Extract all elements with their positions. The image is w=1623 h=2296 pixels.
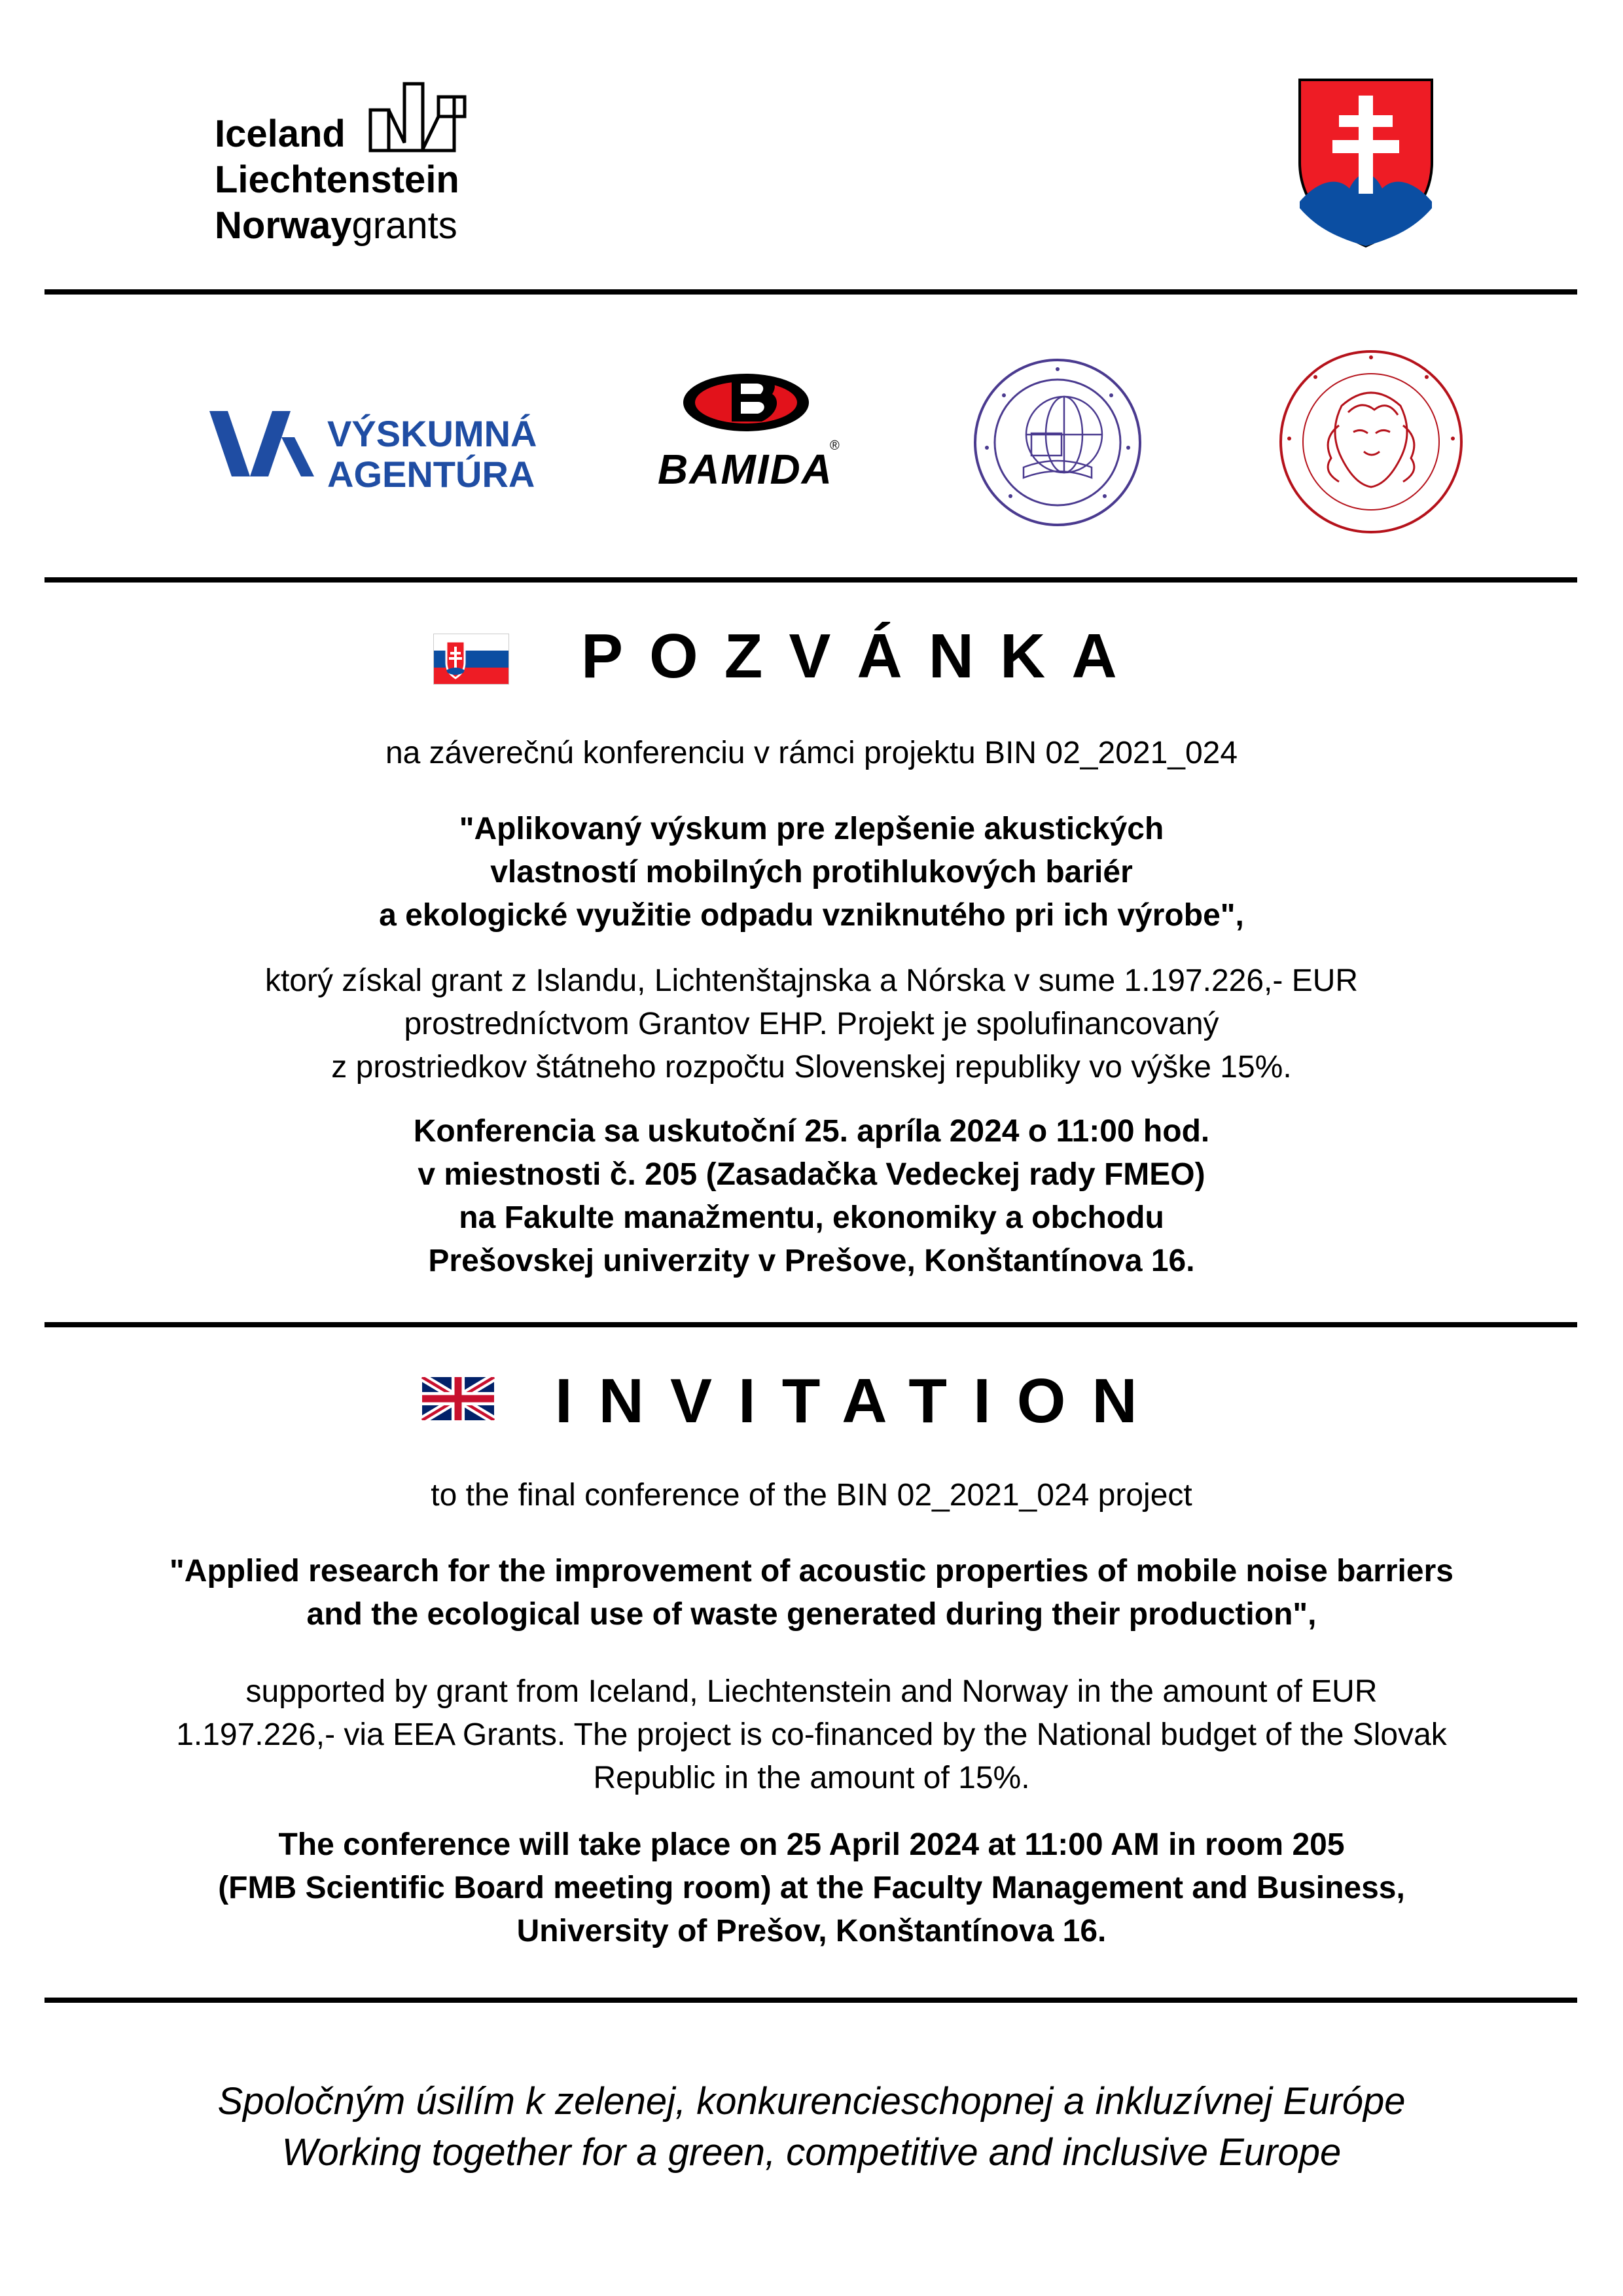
sk-venue-paragraph	[0, 1110, 1623, 1283]
sk-venue-line: na Fakulte manažmentu, ekonomiky a obchodu	[459, 1200, 1164, 1235]
sk-grant-line: ktorý získal grant z Islandu, Lichtenštajnska a Nórska v sume 1.197.226,- EUR	[264, 963, 1359, 998]
en-title-line: and the ecological use of waste generated during their production",	[306, 1597, 1317, 1632]
invitation-heading: INVITATION	[555, 1366, 1164, 1436]
sk-venue-line: v miestnosti č. 205 (Zasadačka Vedeckej rady FMEO)	[418, 1157, 1205, 1192]
university-of-presov-seal-icon	[1276, 347, 1466, 537]
eea-logo-grants: grants	[351, 204, 457, 247]
fmeo-seal-icon	[971, 356, 1144, 529]
slovak-coat-of-arms-icon	[1297, 77, 1435, 249]
eea-bars-icon	[366, 71, 471, 156]
divider	[45, 289, 1577, 295]
bamida-logo-icon	[681, 367, 812, 439]
sk-venue-line: Konferencia sa uskutoční 25. apríla 2024 o 11:00 hod.	[413, 1114, 1210, 1149]
sk-grant-line: z prostriedkov štátneho rozpočtu Slovenskej republiky vo výške 15%.	[331, 1050, 1292, 1085]
sk-title-line: "Aplikovaný výskum pre zlepšenie akustických	[459, 812, 1164, 846]
vyskumna-agentura-logo-icon	[209, 411, 321, 483]
sk-grant-paragraph	[0, 960, 1623, 1089]
divider	[45, 1322, 1577, 1327]
pozvanka-heading: POZVÁNKA	[581, 621, 1143, 691]
registered-mark: ®	[830, 439, 840, 453]
divider	[45, 1998, 1577, 2003]
sk-intro: na záverečnú konferenciu v rámci projektu BIN 02_2021_024	[385, 736, 1238, 770]
en-venue-line: University of Prešov, Konštantínova 16.	[516, 1914, 1107, 1948]
en-venue-line: (FMB Scientific Board meeting room) at the Faculty Management and Business,	[218, 1871, 1405, 1905]
en-venue-line: The conference will take place on 25 April 2024 at 11:00 AM in room 205	[278, 1827, 1345, 1862]
sk-title-line: a ekologické využitie odpadu vzniknutého pri ich výrobe",	[379, 898, 1244, 933]
uk-flag-icon	[421, 1377, 495, 1420]
en-title-line: "Applied research for the improvement of acoustic properties of mobile noise barriers	[169, 1554, 1454, 1588]
bamida-logo: BAMIDA	[658, 446, 833, 493]
motto-sk: Spoločným úsilím k zelenej, konkurencieschopnej a inkluzívnej Európe	[217, 2080, 1406, 2123]
eea-logo-norway: Norway	[215, 204, 352, 247]
en-grant-line: Republic in the amount of 15%.	[593, 1761, 1030, 1795]
slovak-flag-icon	[433, 634, 509, 685]
en-grant-paragraph	[0, 1670, 1623, 1800]
sk-grant-line: prostredníctvom Grantov EHP. Projekt je spolufinancovaný	[404, 1007, 1219, 1041]
motto	[0, 2076, 1623, 2178]
sk-venue-line: Prešovskej univerzity v Prešove, Konštantínova 16.	[428, 1244, 1195, 1278]
en-grant-line: 1.197.226,- via EEA Grants. The project is co-financed by the National budget of the Slovak	[176, 1717, 1447, 1752]
en-grant-line: supported by grant from Iceland, Liechtenstein and Norway in the amount of EUR	[245, 1674, 1378, 1709]
en-venue-paragraph	[0, 1823, 1623, 1953]
eea-logo-line-norway	[215, 203, 459, 249]
en-intro: to the final conference of the BIN 02_2021_024 project	[431, 1478, 1192, 1513]
eea-logo-line-liechtenstein: Liechtenstein	[215, 158, 459, 201]
vyskumna-agentura-logo	[327, 414, 537, 495]
eea-logo-line-iceland: Iceland	[215, 113, 346, 155]
va-logo-line2: AGENTÚRA	[327, 454, 535, 495]
motto-en: Working together for a green, competitive and inclusive Europe	[281, 2131, 1342, 2174]
divider	[45, 577, 1577, 583]
sk-title-line: vlastností mobilných protihlukových bariér	[490, 855, 1133, 889]
va-logo-line1: VÝSKUMNÁ	[327, 413, 537, 454]
en-project-title	[0, 1550, 1623, 1636]
sk-project-title	[0, 808, 1623, 937]
